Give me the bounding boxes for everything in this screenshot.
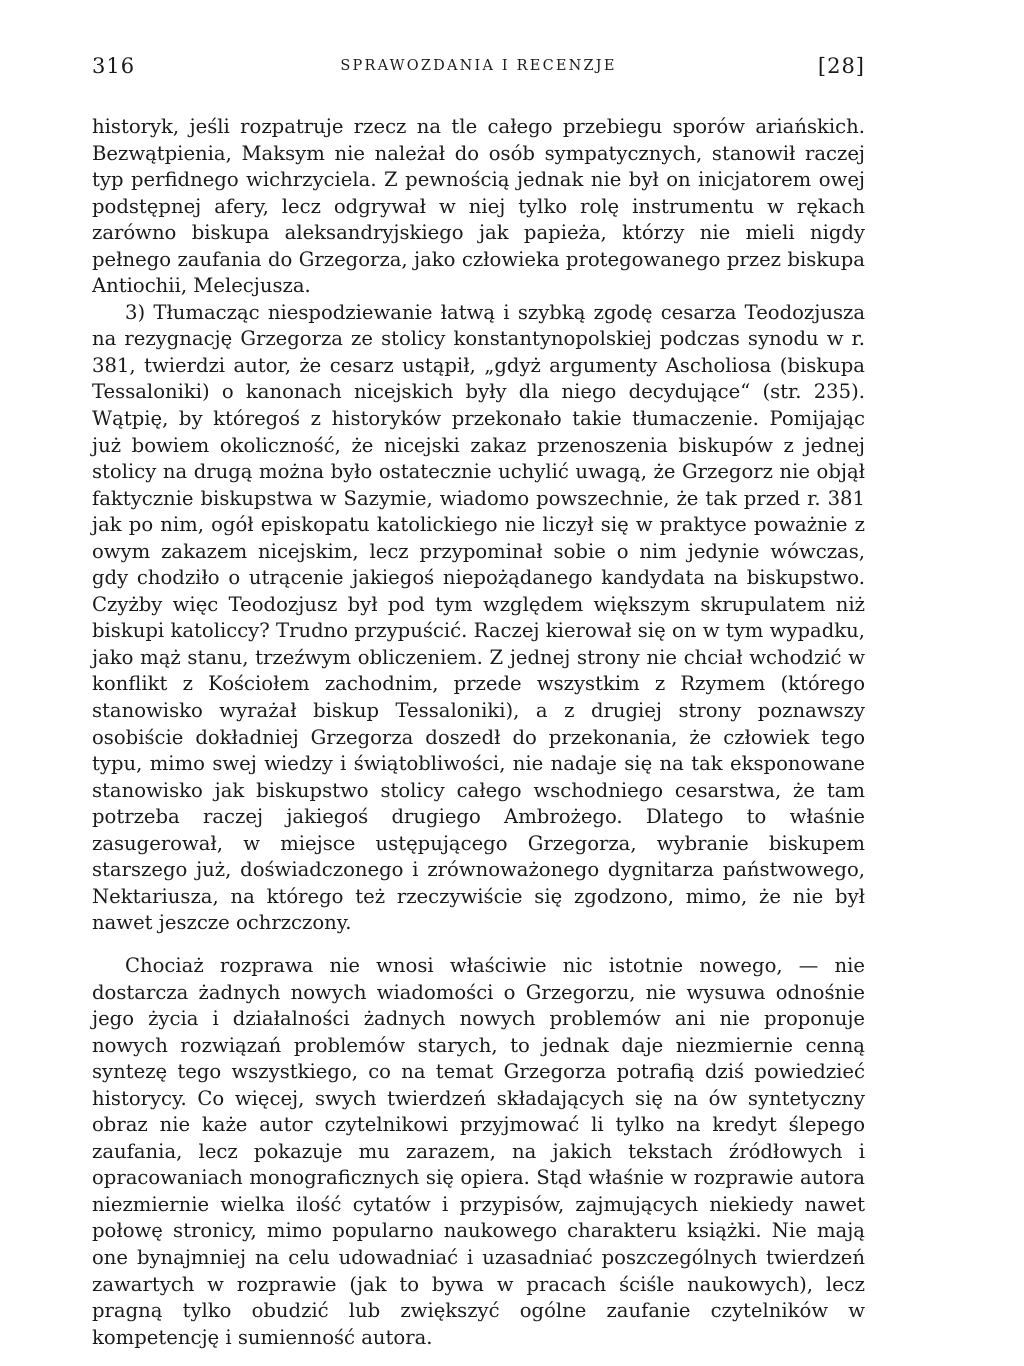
paragraph-point-3: 3) Tłumacząc niespodziewanie łatwą i szybką zgodę cesarza Teodozjusza na rezygnację Grzegorza ze stolicy konstantynopolskiej podczas synodu w r. 381, twierdzi autor, że cesarz ustąpił, „gdyż argumenty Ascholiosa (biskupa Tessaloniki) o kanonach nicejskich były dla niego decydujące“ (str. 235). Wątpię, by któregoś z historyków przekonało takie tłumaczenie. Pomijając już bowiem okoliczność, że nicejski zakaz przenoszenia biskupów z jednej stolicy na drugą można było ostatecznie uchylić uwagą, że Grzegorz nie objął faktycznie biskupstwa w Sazymie, wiadomo powszechnie, że tak przed r. 381 jak po nim, ogół episkopatu katolickiego nie liczył się w praktyce poważnie z owym zakazem nicejskim, lecz przypominał sobie o nim jedynie wówczas, gdy chodziło o utrącenie jakiegoś niepożądanego kandydata na biskupstwo. Czyżby więc Teodozjusz był pod tym względem większym skrupulatem niż biskupi katoliccy? Trudno przypuścić. Raczej kierował się on w tym wypadku, jako mąż stanu, trzeźwym obliczeniem. Z jednej strony nie chciał wchodzić w konflikt z Kościołem zachodnim, przede wszystkim z Rzymem (którego stanowisko wyrażał biskup Tessaloniki), a z drugiej strony poznawszy osobiście dokładniej Grzegorza doszedł do przekonania, że człowiek tego typu, mimo swej wiedzy i świątobliwości, nie nadaje się na tak eksponowane stanowisko jak biskupstwo stolicy całego wschodniego cesarstwa, że tam potrzeba raczej jakiegoś drugiego Ambrożego. Dlatego to właśnie zasugerował, w miejsce ustępującego Grzegorza, wybranie biskupem starszego już, doświadczonego i zrównoważonego dygnitarza państwowego, Nektariusza, na którego też rzeczywiście się zgodzono, mimo, że nie był nawet jeszcze ochrzczony. (92, 300, 865, 935)
running-head (92, 54, 865, 100)
paragraph-continuation: historyk, jeśli rozpatruje rzecz na tle całego przebiegu sporów ariańskich. Bezwątpienia, Maksym nie należał do osób sympatycznych, stanowił raczej typ perfidnego wichrzyciela. Z pewnością jednak nie był on inicjatorem owej podstępnej afery, lecz odgrywał w niej tylko rolę instrumentu w rękach zarówno biskupa aleksandryjskiego jak papieża, którzy nie mieli nigdy pełnego zaufania do Grzegorza, jako człowieka protegowanego przez biskupa Antiochii, Melecjusza. (92, 115, 865, 298)
body-text (92, 114, 865, 1351)
page-number: 316 (92, 54, 136, 78)
page (92, 54, 865, 1351)
paragraph-conclusion: Chociaż rozprawa nie wnosi właściwie nic istotnie nowego, — nie dostarcza żadnych nowych wiadomości o Grzegorzu, nie wysuwa odnośnie jego życia i działalności żadnych nowych problemów ani nie proponuje nowych rozwiązań problemów starych, to jednak daje niezmiernie cenną syntezę tego wszystkiego, co na temat Grzegorza potrafią dziś powiedzieć historycy. Co więcej, swych twierdzeń składających się na ów syntetyczny obraz nie każe autor czytelnikowi przyjmować li tylko na kredyt ślepego zaufania, lecz pokazuje mu zarazem, na jakich tekstach źródłowych i opracowaniach monograficznych się opiera. Stąd właśnie w rozprawie autora niezmiernie wielka ilość cytatów i przypisów, zajmujących niekiedy nawet połowę stronicy, mimo popularno naukowego charakteru książki. Nie mają one bynajmniej na celu udowadniać i uzasadniać poszczególnych twierdzeń zawartych w rozprawie (jak to bywa w pracach ściśle naukowych), lecz pragną tylko obudzić lub zwiększyć ogólne zaufanie czytelników w kompetencję i sumienność autora. (92, 953, 865, 1349)
folio-number: [28] (817, 54, 865, 78)
running-title: SPRAWOZDANIA I RECENZJE (340, 58, 617, 74)
